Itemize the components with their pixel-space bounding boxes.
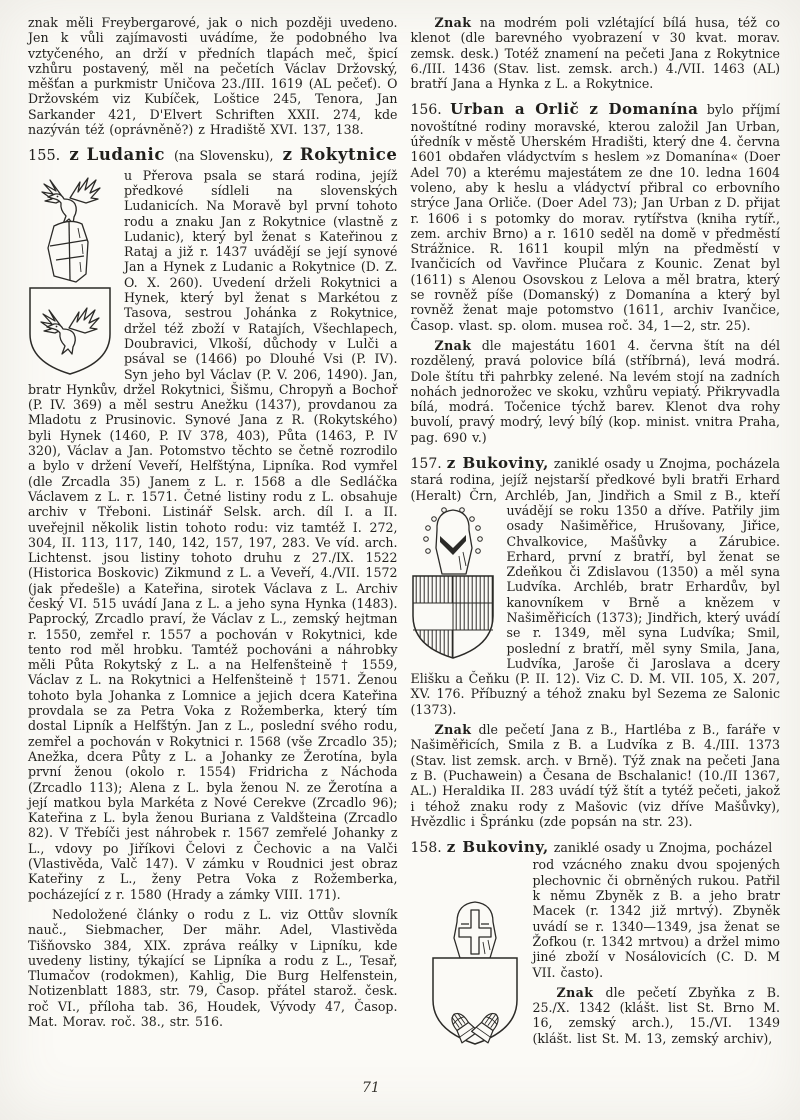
family-name-ludanic: z Ludanic bbox=[69, 145, 165, 165]
paragraph-znak-157 bbox=[411, 722, 781, 829]
section-156 bbox=[411, 102, 781, 332]
paragraph-znak-156 bbox=[411, 338, 781, 445]
section-155-literature-note: Nedoložené články o rodu z L. viz Ottův slovník nauč., Siebmacher, Der mähr. Adel, Vlastivěda Tišňovsko 384, XIX. zpráva reálky v Lipníku, kde uvedeny listiny, týkající se Lipníka a rodu z L., Tesař, Tlumačov (rodokmen), Kahlig, Die Burg Helfenstein, Notizenblatt 1883, str. 79, Časop. přátel starož. česk. roč VI., příloha tab. 36, Houdek, Vývody 47, Časop. Mat. Morav. roč. 38., str. 516. bbox=[28, 906, 398, 1029]
section-number: 156. bbox=[410, 102, 442, 119]
right-column bbox=[411, 15, 781, 1047]
section-number: 155. bbox=[28, 148, 61, 165]
section-158-body: rod vzácného znaku dvou spojených plechovnic či obrněných rukou. Patřil k němu Zbyněk z B. a jeho bratr Macek (r. 1342 již mrtvý). Zbyněk uvádí se r. 1340—1349, jsa ženat se Žofkou (r. 1342 mrtvou) a držel mimo jiné zboží v Nosálovicích (C. D. M VII. často). bbox=[532, 857, 780, 980]
family-name-rokytnice: z Rokytnice bbox=[282, 145, 398, 165]
coat-of-arms-ludanic-illustration bbox=[28, 170, 112, 376]
section-155 bbox=[28, 147, 398, 1029]
section-number: 158. bbox=[410, 840, 442, 857]
section-155-body-text: u Přerova psala se stará rodina, jejíž předkové sídleli na slovenských Ludanicích. Na Moravě byl první tohoto rodu a znaku Jan z Rokytnice (vlastně z Ludanic), který byl ženat s Kateřinou z Rataj a již r. 1437 uvádějí se její synové Jan a Hynek z Ludanic a Rokytnice (D. Z. O. X. 260). Uvedení drželi Rokytnici a Hynek, který byl ženat s Markétou z Tasova, sestrou Johánka z Rokytnice, držel též zboží v Ratajích, Všechlapech, Doubravici, Vlkoší, důchody v Lulči a psával se (1466) po Dlouhé Vsi (P. IV). Syn jeho byl Václav (P. V. 206, 1490). Jan, bratr Hynkův, držel Rokytnici, Šišmu, Chropyň a Bochoř (P. IV. 369) a měl sestru Anežku (1437), provdanou za Mladotu z Prusinovic. Synové Jana z R. (Rokytského) byli Hynek (1460, P. IV 378, 403), Půta (1463, P. IV 320), Václav a Jan. Potomstvo těchto se četně rozrodilo a bylo v držení Veveří, Helfštýna, Lipníka. Rod vymřel (dle Zrcadla 35) Janem z L. r. 1568 a dle Sedláčka Václavem z L. r. 1571. Četné listiny rodu z L. obsahuje archiv v Třeboni. Listinář Selsk. arch. díl I. a II. uveřejnil několik listin tohoto rodu: viz tamtéž I. 272, 304, II. 113, 117, 140, 142, 157, 197, 283. Ve víd. arch. Lichtenst. jsou listiny tohoto druhu z 27./IX. 1522 (Historica Boskovic) Zikmund z L. a Veveří, 4./VII. 1572 (jak předešle) a Kateřina, sirotek Václava z L. Archiv český VI. 515 uvádí Jana z L. a jeho syna Hynka (1483). Paprocký, Zrcadlo praví, že Václav z L., zemský hejtman r. 1550, zemřel r. 1557 a pochován v Rokytnici, kde tento rod měl hrobku. Tamtéž pochováni a náhrobky měli Půta Rokytský z L. a na Helfenšteině † 1559, Václav z L. na Rokytnici a Helfenšteině † 1571. Ženou tohoto byla Johanka z Lomnice a jejich dcera Kateřina provdala se za Petra Voka z Rožemberka, který tím dostal Lipník a Helfštýn. Jan z L., poslední svého rodu, zemřel a pochován v Rokytnici r. 1568 (vše Zrcadlo 35); Anežka, dcera Půty z L. a Johanky ze Žerotína, byla první ženou (okolo r. 1554) Fridricha z Náchoda (Zrcadlo 113); Alena z L. byla ženou N. ze Žerotína a její matkou byla Markéta z Nové Cerekve (Zrcadlo 96); Kateřina z L. byla ženou Buriana z Valdšteina (Zrcadlo 82). V Třebíči jest náhrobek r. 1567 zemřelé Johanky z L., vdovy po Jiříkovi Čelovi z Čechovic a na Valči (Vlastivěda, Valč 147). V zámku v Roudnici jest obraz Kateřiny z L., ženy Petra Voka z Rožemberka, pocházející z r. 1580 (Hrady a zámky VIII. 171). bbox=[28, 167, 398, 902]
paragraph-znak-155 bbox=[411, 15, 781, 91]
znak-label: Znak bbox=[556, 984, 594, 1000]
section-158-heading bbox=[411, 840, 781, 856]
znak-156-text: dle majestátu 1601 4. června štít na dél rozdělený, pravá polovice bílá (stříbrná), levá modrá. Dole štítu tři pahrbky zelené. Na levém stojí na zadních nohách jednorožec ve skoku, vzhůru vepiatý. Přikryvadla bílá, modrá. Točenice týchž barev. Klenot dva rohy buvolí, pravý modrý, levý bílý (kop. minist. vnitra Praha, pag. 690 v.) bbox=[410, 337, 780, 445]
coat-of-arms-bukovina-158-illustration bbox=[431, 900, 519, 1046]
section-number: 157. bbox=[410, 456, 442, 473]
znak-label: Znak bbox=[434, 15, 472, 30]
znak-157-text: dle pečetí Jana z B., Hartléba z B., faráře v Našiměřicích, Smila z B. a Ludvíka z B. 4./III. 1373 (Stav. list zemsk. arch. v Brně). Týž znak na pečeti Jana z B. (Puchawein) a Česana de Bschalanic! (10./II 1367, AL.) Heraldika II. 283 uvádí týž štít a tytéž pečeti, jakož i téhož znaku rody z Mašovic (viz dříve Mašůvky), Hvězdlic i Špránku (zde popsán na str. 23). bbox=[410, 722, 780, 829]
section-158 bbox=[411, 840, 781, 1046]
coat-of-arms-bukovina-157-illustration bbox=[411, 506, 495, 660]
paragraph-freybergar-continuation: znak měli Freybergarové, jak o nich později uvedeno. Jen k vůli zajímavosti uvádíme, že podobného lva vztyčeného, an drží v předních tlapách meč, špicí vzhůru postavený, měl na pečetích Václav Držovský, měšťan a purkmistr Uničova 23./III. 1619 (AL pečeť). O Držovském viz Kubíček, Loštice 245, Tenora, Jan Sarkander 421, D'Elvert Schriften XXII. 274, kde nazýván též (oprávněně?) z Hradiště XVI. 137, 138. bbox=[28, 15, 398, 138]
left-column bbox=[28, 15, 398, 1047]
znak-label: Znak bbox=[434, 722, 472, 738]
family-name-bukovina-157: z Bukoviny, bbox=[446, 454, 549, 473]
page-number: 71 bbox=[362, 1080, 380, 1096]
paragraph-znak-158 bbox=[533, 985, 781, 1046]
znak-155-text: na modrém poli vzlétající bílá husa, též co klenot (dle barevného vyobrazení v 30 kvat. morav. zemsk. desk.) Totéž znamení na pečeti Jana z Rokytnice 6./III. 1436 (Stav. list. zemsk. arch.) 4./VII. 1463 (AL) bratří Jana a Hynka z L. a Rokytnice. bbox=[410, 15, 780, 92]
znak-158-text: dle pečetí Zbyňka z B. 25./X. 1342 (klášt. list St. Brno M. 16, zemský arch.), 15./VI. 1349 (klášt. list St. M. 13, zemský archiv), bbox=[532, 984, 780, 1046]
znak-label: Znak bbox=[434, 337, 472, 353]
section-155-body bbox=[28, 168, 398, 902]
family-name-urban-orlic: Urban a Orlič z Domanína bbox=[450, 100, 699, 119]
family-name-bukovina-158: z Bukoviny, bbox=[446, 838, 549, 857]
section-157-body-text-2: Patřily jim osady Našiměřice, Hrušovany, Jiřice, Chvalkovice, Mašůvky a Zárubice. Erhard, první z bratří, byl ženat se Zdeňkou či Zdislavou (1350) a měl syna Ludvíka. Archléb, bratr Erhardův, byl kanovníkem v Brně a knězem v Našiměřicích (1373); Jindřich, který uvádí se r. 1349, měl syna Ludvíka; Smil, poslední z bratří, měl syny Smila, Jana, Ludvíka, Jaroše či Jaroslava a dcery Elišku a Čeňku (P. II. 12). Viz C. D. M. VII. 105, X. 207, XV. 176. Příbuzný a téhož znaku byl Sezema ze Salonic (1373). bbox=[410, 502, 780, 717]
section-157 bbox=[411, 456, 781, 717]
heading-note: (na Slovensku), bbox=[173, 148, 274, 164]
section-156-body-text: bylo příjmí novoštítné rodiny moravské, kterou založil Jan Urban, úředník v městě Uherském Hradišti, který dne 4. června 1601 obdařen vládyctvím s heslem »z Domanína« (Doer Adel 70) a kterému majestátem ze dne 10. ledna 1604 voleno, aby k heslu a vládyctví přibral co erbovního strýce Jana Orliče. (Doer Adel 73); Jan Urban z D. přijat r. 1606 i s potomky do morav. rytířstva (kniha rytíř., zem. archiv Brno) a r. 1610 seděl na domě v předměstí Strážnice. R. 1611 koupil mlýn na předměstí v Ivančicích od Vavřince Plučara z Kounic. Zenat byl (1611) s Alenou Osovskou z Lelova a měl bratra, který se rovněž píše (Domanský) z Domanína a který byl rovněž ženat maje potomstvo (1611, archiv Ivančice, Časop. vlast. sp. olom. musea roč. 34, 1—2, str. 25). bbox=[410, 102, 780, 333]
section-155-heading bbox=[28, 147, 398, 164]
section-157-body-text-1: zaniklé osady u Znojma, pocházela stará rodina, jejíž nejstarší předkové byli bratři Erhard (Heralt) Črn, Archléb, Jan, Jindřich a Smil z B., kteří uvádějí se roku 1350 a dříve. bbox=[410, 456, 780, 518]
section-158-heading-rest: zaniklé osady u Znojma, pocházel bbox=[553, 840, 773, 856]
section-158-text-block bbox=[533, 857, 781, 1046]
